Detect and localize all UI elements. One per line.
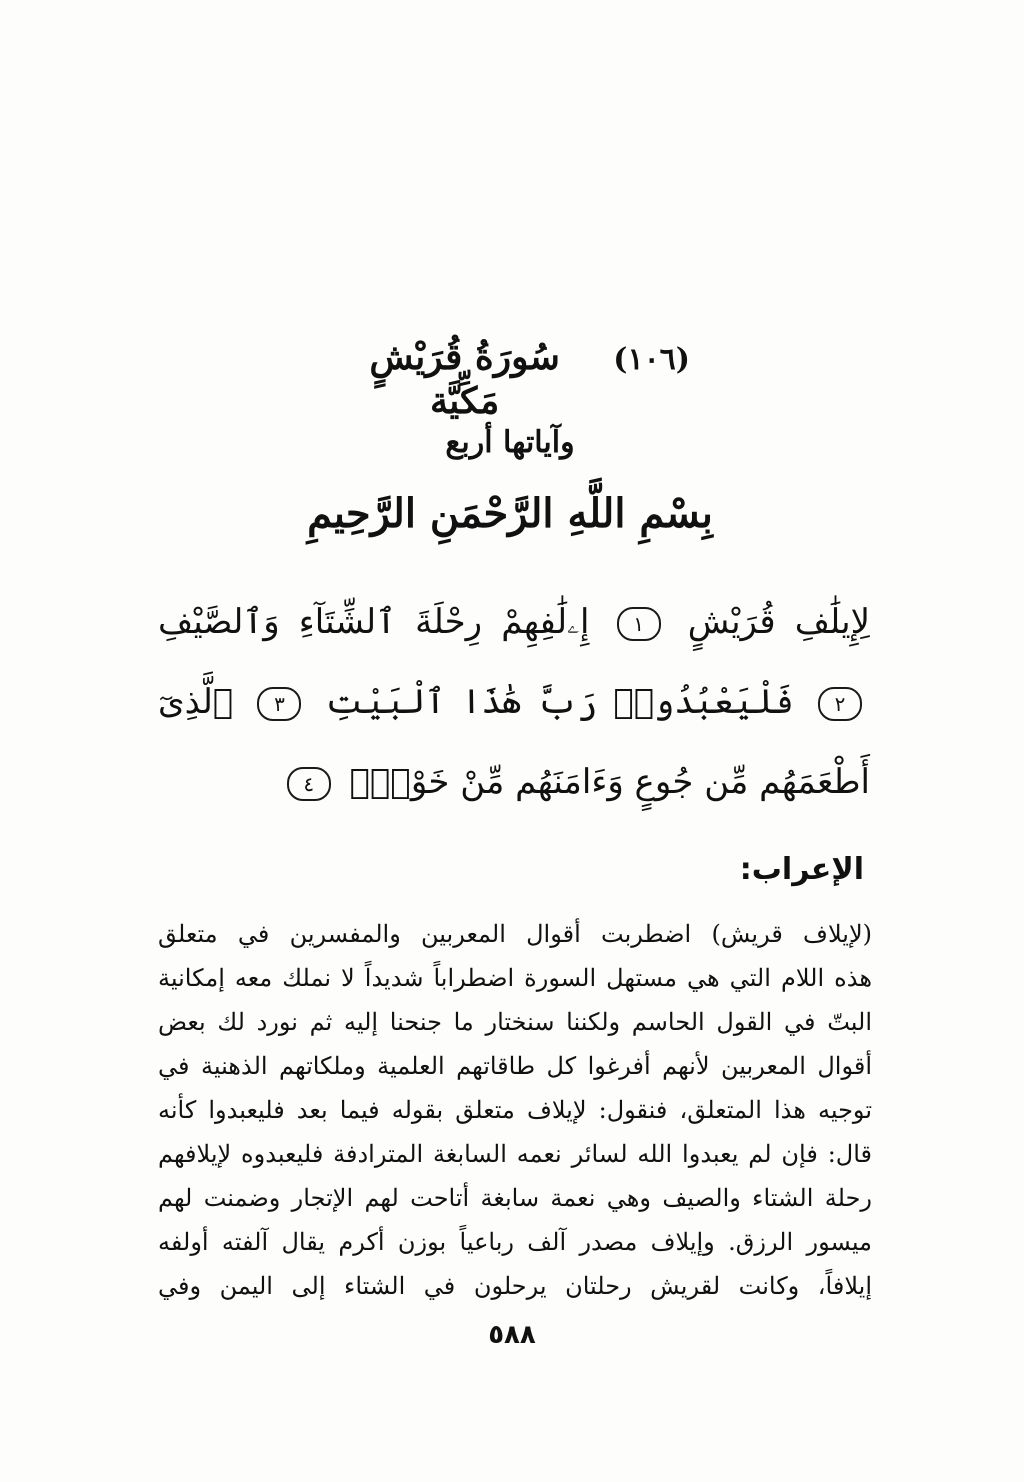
verse-number-marker: ١ (617, 607, 661, 641)
surah-name: سُورَةُ قُرَيْشٍ مَكِّيَّة (369, 336, 560, 422)
verse-number-marker: ٤ (287, 767, 331, 801)
verse-number-marker: ٣ (257, 687, 301, 721)
basmala: بِسْمِ اللَّهِ الرَّحْمَنِ الرَّحِيمِ (307, 490, 713, 537)
irab-heading: الإعراب: (739, 852, 864, 887)
quran-verses (158, 582, 870, 822)
page-number: ٥٨٨ (488, 1320, 536, 1350)
verse-text: ٱلَّذِىٓ أَطْعَمَهُم مِّن جُوعٍ وَءَامَنَهُم مِّنْ خَوْفٍۭ (158, 682, 870, 802)
body-line: رحلة الشتاء والصيف وهي نعمة سابغة أتاحت لهم الإتجار وضمنت لهم (158, 1184, 872, 1212)
body-line: أقوال المعربين لأنهم أفرغوا كل طاقاتهم العلمية وملكاتهم الذهنية في (158, 1052, 872, 1080)
body-line: قال: فإن لم يعبدوا الله لسائر نعمه السابغة المترادفة فليعبدوه لإيلافهم (158, 1140, 872, 1168)
verse-number-marker: ٢ (818, 687, 862, 721)
surah-header (330, 335, 690, 463)
irab-body (158, 912, 872, 1308)
body-line: ميسور الرزق. وإيلاف مصدر آلف رباعياً بوزن أكرم يقال آلفته أولفه (158, 1228, 872, 1256)
surah-verse-count: وآياتها أربع (445, 425, 575, 460)
verse-text: لِإِيلَٰفِ قُرَيْشٍ (687, 602, 871, 642)
surah-title-line (330, 335, 690, 423)
verse-text: إِۦلَٰفِهِمْ رِحْلَةَ ٱلشِّتَآءِ وَٱلصَّيْفِ (158, 602, 590, 642)
body-line: (لإيلاف قريش) اضطربت أقوال المعربين والمفسرين في متعلق (158, 920, 872, 948)
body-line: هذه اللام التي هي مستهل السورة اضطراباً شديداً لا نملك معه إمكانية (158, 964, 872, 992)
surah-number: (١٠٦) (613, 342, 690, 377)
body-line: توجيه هذا المتعلق، فنقول: لإيلاف متعلق بقوله فيما بعد فليعبدوا كأنه (158, 1096, 872, 1124)
body-line: البتّ في القول الحاسم ولكننا سنختار ما جنحنا إليه ثم نورد لك بعض (158, 1008, 872, 1036)
verse-text: فَلْيَعْبُدُوا۟ رَبَّ هَٰذَا ٱلْبَيْتِ (325, 682, 794, 722)
body-line: إيلافاً، وكانت لقريش رحلتان يرحلون في الشتاء إلى اليمن وفي (158, 1272, 872, 1300)
